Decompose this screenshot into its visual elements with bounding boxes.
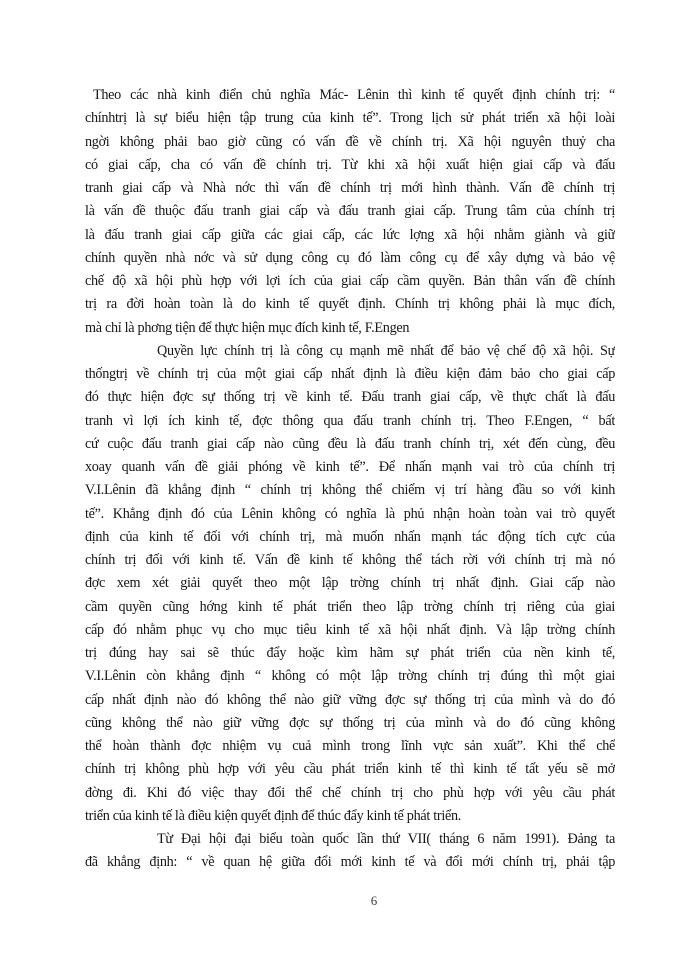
text-line: chínhtrị là sự biểu hiện tập trung của kinh tế”. Trong lịch sử phát triển xã hội loài <box>85 110 615 127</box>
text-line: tranh giai cấp và Nhà nớc thì vấn đề chính trị mới hình thành. Vấn đề chính trị <box>85 180 615 196</box>
text-line: cứ cuộc đấu tranh giai cấp nào cũng đều là đấu tranh chính trị, xét đến cùng, đều <box>85 435 615 452</box>
text-line: thốngtrị về chính trị của một giai cấp nhất định là điều kiện đảm bảo cho giai cấp <box>85 366 615 382</box>
text-line: cấp nhất định nào đó không thể nào giữ vững đợc sự thống trị của mình và do đó <box>85 691 615 708</box>
text-line: trị ra đời hoàn toàn là do kinh tế quyết định. Chính trị không phải là mục đích, <box>85 296 615 313</box>
page-number: 6 <box>370 893 378 908</box>
text-line paragraph-start: Từ Đại hội đại biểu toàn quốc lần thứ VII( tháng 6 năm 1991). Đảng ta <box>157 831 615 847</box>
text-line: có giai cấp, cha có vấn đề chính trị. Từ khi xã hội xuất hiện giai cấp và đấu <box>85 156 615 173</box>
text-line: đờng đi. Khi đó việc thay đổi thể chế chính trị cho phù hợp với yêu cầu phát <box>85 784 615 801</box>
text-line: là đấu tranh giai cấp giữa các giai cấp, các lức lợng xã hội nhằm giành và giữ <box>85 226 615 243</box>
text-line: chính quyền nhà nớc và sử dụng công cụ đó làm công cụ để xây dựng và bảo vệ <box>85 249 615 266</box>
text-line: cấp đó nhằm phục vụ cho mục tiêu kinh tế xã hội nhất định. Và lập trờng chính <box>85 621 615 638</box>
text-line: đã khẳng định: “ về quan hệ giữa đổi mới kinh tế và đổi mới chính trị, phải tập <box>85 854 615 871</box>
text-line paragraph-start: Quyền lực chính trị là công cụ mạnh mẽ nhất để bảo vệ chế độ xã hội. Sự <box>157 342 615 359</box>
text-line: cầm quyền cũng hớng kinh tế phát triển theo lập trờng chính trị riêng của giai <box>85 598 615 615</box>
text-line: ngời không phải bao giờ cũng có vấn đề về chính trị. Xã hội nguyên thuỷ cha <box>85 133 615 150</box>
text-line: đó thực hiện đợc sự thống trị về kinh tế. Đấu tranh giai cấp, về thực chất là đấu <box>85 389 615 406</box>
text-line: trị đúng hay sai sẽ thúc đẩy hoặc kìm hãm sự phát triển của nền kinh tế, <box>85 645 615 661</box>
text-line: tế”. Khẳng định đó của Lênin không có nghĩa là phủ nhận hoàn toàn vai trò quyết <box>85 505 615 522</box>
text-line: là vấn đề thuộc đấu tranh giai cấp và đấu tranh giai cấp. Trung tâm của chính trị <box>85 203 615 220</box>
text-line: V.I.Lênin đã khẳng định “ chính trị không thể chiếm vị trí hàng đầu so với kinh <box>85 482 615 499</box>
text-line: tranh vì lợi ích kinh tế, đợc thông qua đấu tranh chính trị. Theo F.Engen, “ bất <box>85 412 615 429</box>
document-body <box>85 84 615 875</box>
text-line: định của kinh tế đối với chính trị, mà muốn nhấn mạnh tác động tích cực của <box>85 528 615 545</box>
text-line: chế độ xã hội phù hợp với lợi ích của giai cấp cầm quyền. Bản thân vấn đề chính <box>85 273 615 289</box>
text-line: xoay quanh vấn đề giải phóng về kinh tế”. Để nhấn mạnh vai trò của chính trị <box>85 459 615 475</box>
text-line: Theo các nhà kinh điển chủ nghĩa Mác- Lênin thì kinh tế quyết định chính trị: “ <box>93 87 615 103</box>
text-line: cũng không thể nào giữ vững đợc sự thống trị của mình và do đó cũng không <box>85 714 615 731</box>
text-line: chính trị không phù hợp với yêu cầu phát triển kinh tế thì kinh tế tất yếu sẽ mở <box>85 761 615 778</box>
text-line: đợc xem xét giải quyết theo một lập trờng chính trị nhất định. Giai cấp nào <box>85 575 615 592</box>
text-line: mà chỉ là phơng tiện để thực hiện mục đích kinh tế, F.Engen <box>85 319 410 336</box>
text-line: chính trị đối với kinh tế. Vấn đề kinh tế không thể tách rời với chính trị mà nó <box>85 552 615 568</box>
text-line: thể hoàn thành đợc nhiệm vụ cuả mình trong lĩnh vực sản xuất”. Khi thể chế <box>85 738 615 754</box>
text-line: triển của kinh tế là điều kiện quyết định để thúc đẩy kinh tế phát triển. <box>85 807 462 824</box>
text-line: V.I.Lênin còn khẳng định “ không có một lập trờng chính trị đúng thì một giai <box>85 668 615 685</box>
